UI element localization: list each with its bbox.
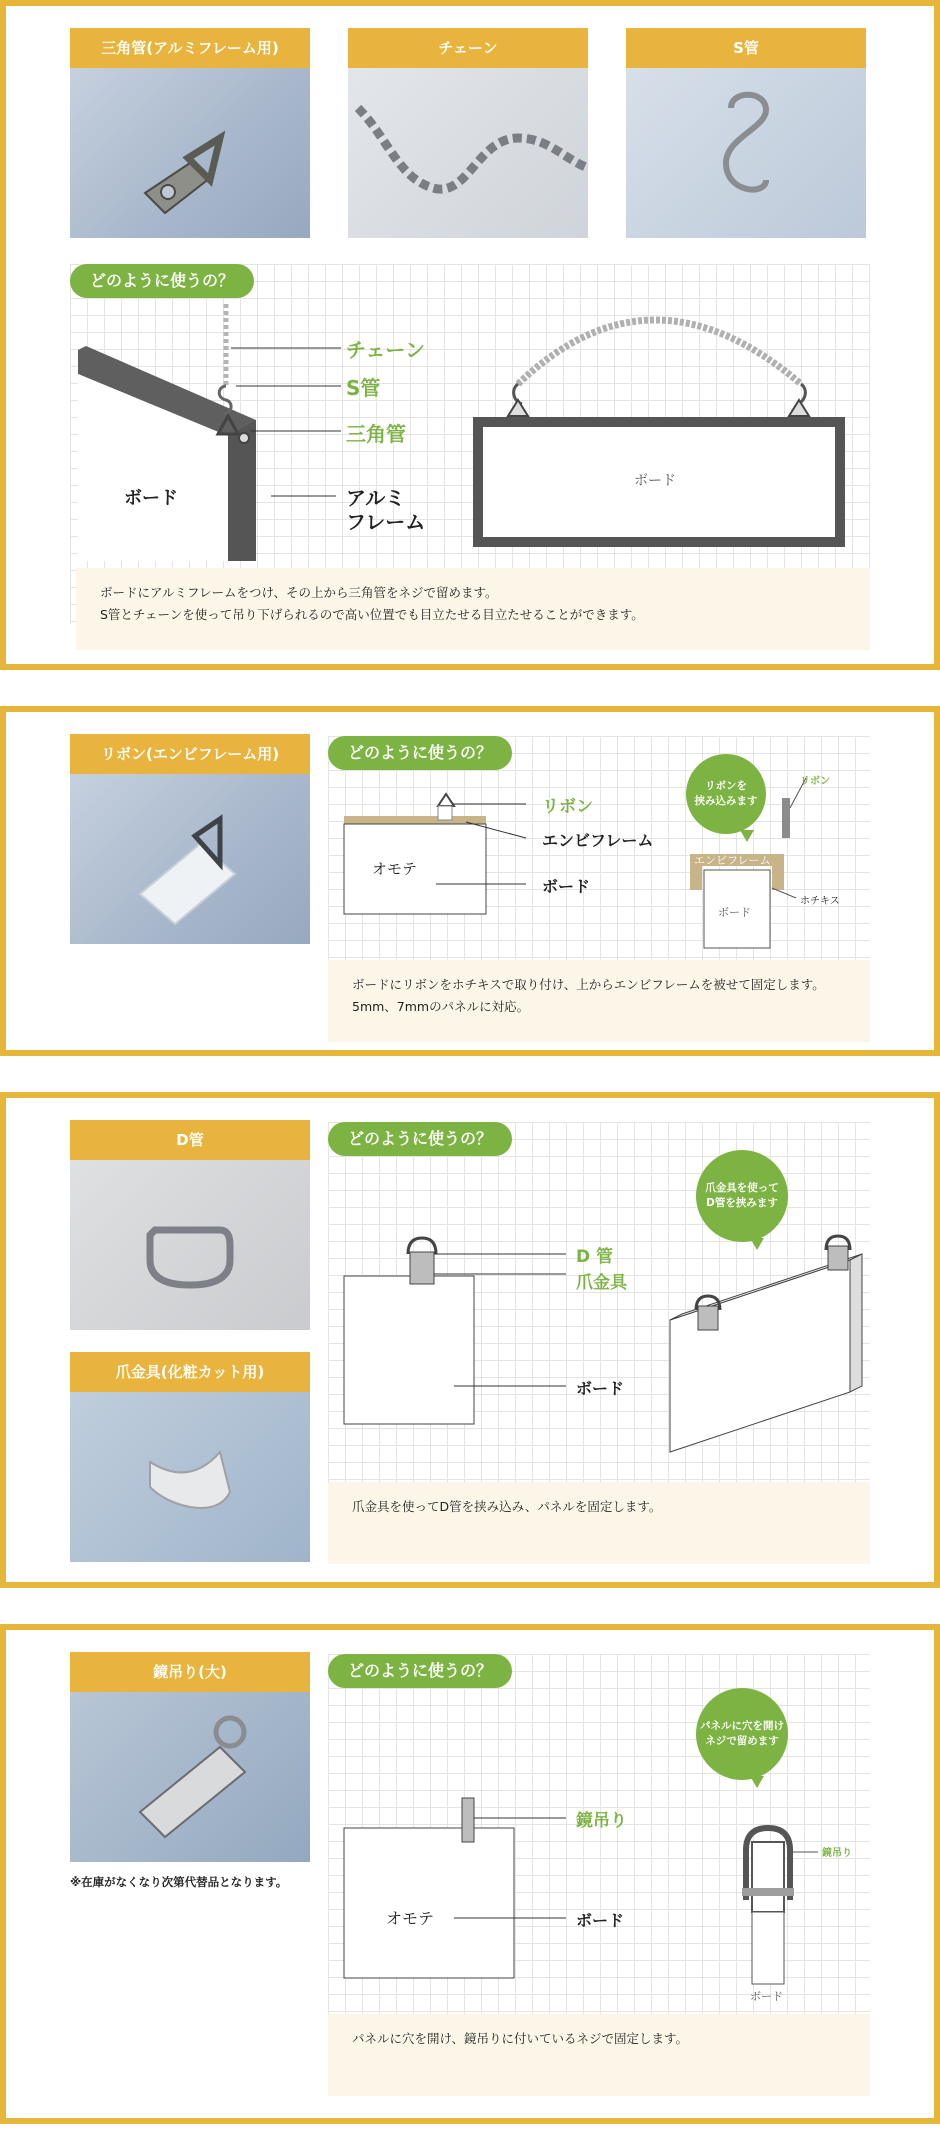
- part-label-s-hook: S管: [346, 376, 381, 400]
- product-label-chain: チェーン: [348, 28, 588, 68]
- description-3: [328, 1482, 870, 1564]
- detail-label-enbi-frame: エンビフレーム: [694, 854, 771, 867]
- bubble-ribbon-line-1: リボンを: [705, 780, 747, 792]
- bubble-mirror-line-1: パネルに穴を開け: [700, 1720, 784, 1732]
- product-label-ribbon: リボン(エンビフレーム用): [70, 734, 310, 774]
- section-ribbon: [0, 706, 940, 1056]
- description-1-line-1: ボードにアルミフレームをつけ、その上から三角管をネジで留めます。: [100, 585, 498, 600]
- detail-label-board: ボード: [750, 1990, 783, 2003]
- part-label-chain: チェーン: [346, 338, 425, 362]
- how-to-use-heading-4: どのように使うの？: [328, 1654, 512, 1688]
- bubble-claw: [696, 1150, 788, 1242]
- part-label-board-right: ボード: [634, 473, 676, 489]
- description-2: [328, 960, 870, 1042]
- part-label-omote: オモテ: [372, 860, 418, 878]
- part-label-board-left: ボード: [124, 488, 178, 509]
- part-label-board: ボード: [576, 1379, 625, 1398]
- product-label-mirror: 鏡吊り(大): [70, 1652, 310, 1692]
- description-1-line-2: S管とチェーンを使って吊り下げられるので高い位置でも目立たせる目立たせることができます。: [100, 607, 644, 622]
- description-2-line-2: 5mm、7mmのパネルに対応。: [352, 999, 530, 1014]
- product-label-d-ring: D管: [70, 1120, 310, 1160]
- bubble-claw-line-2: D管を挟みます: [706, 1197, 778, 1209]
- how-to-use-heading-1: どのように使うの？: [70, 264, 254, 298]
- description-1: [76, 568, 870, 650]
- product-label-claw: 爪金具(化粧カット用): [70, 1352, 310, 1392]
- bubble-mirror: [696, 1688, 788, 1780]
- detail-label-stapler: ホチキス: [800, 896, 840, 907]
- part-label-enbi-frame: エンビフレーム: [542, 831, 654, 850]
- description-2-line-1: ボードにリボンをホチキスで取り付け、上からエンビフレームを被せて固定します。: [352, 977, 825, 992]
- part-label-triangle: 三角管: [346, 422, 406, 446]
- bubble-mirror-line-2: ネジで留めます: [705, 1735, 779, 1747]
- part-label-mirror-hanger: 鏡吊り: [576, 1811, 627, 1831]
- description-3-line-1: 爪金具を使ってD管を挟み込み、パネルを固定します。: [352, 1499, 662, 1514]
- stock-note: ※在庫がなくなり次第代替品となります。: [70, 1875, 288, 1889]
- section-triangle-chain-shook: [0, 0, 940, 670]
- section-mirror-hanger: [0, 1624, 940, 2124]
- part-label-claw: 爪金具: [576, 1273, 627, 1293]
- bubble-ribbon-line-2: 挟み込みます: [694, 795, 758, 807]
- part-label-board: ボード: [576, 1911, 625, 1930]
- product-label-triangle: 三角管(アルミフレーム用): [70, 28, 310, 68]
- part-label-ribbon: リボン: [542, 797, 593, 817]
- product-label-s-hook: S管: [626, 28, 866, 68]
- detail-label-board: ボード: [718, 906, 751, 919]
- part-label-board: ボード: [542, 877, 591, 896]
- section-d-ring: [0, 1092, 940, 1588]
- detail-label-mirror-hanger: 鏡吊り: [822, 1848, 852, 1859]
- how-to-use-heading-2: どのように使うの？: [328, 736, 512, 770]
- description-4: [328, 2014, 870, 2096]
- bubble-ribbon: [686, 754, 766, 834]
- part-label-alumi-1: アルミ: [346, 486, 406, 510]
- how-to-use-heading-3: どのように使うの？: [328, 1122, 512, 1156]
- detail-label-ribbon: リボン: [800, 776, 830, 787]
- part-label-d-ring: D 管: [576, 1247, 614, 1267]
- part-label-alumi-2: フレーム: [346, 510, 426, 534]
- description-4-line-1: パネルに穴を開け、鏡吊りに付いているネジで固定します。: [352, 2031, 689, 2046]
- bubble-claw-line-1: 爪金具を使って: [705, 1182, 779, 1194]
- part-label-omote: オモテ: [386, 1909, 435, 1928]
